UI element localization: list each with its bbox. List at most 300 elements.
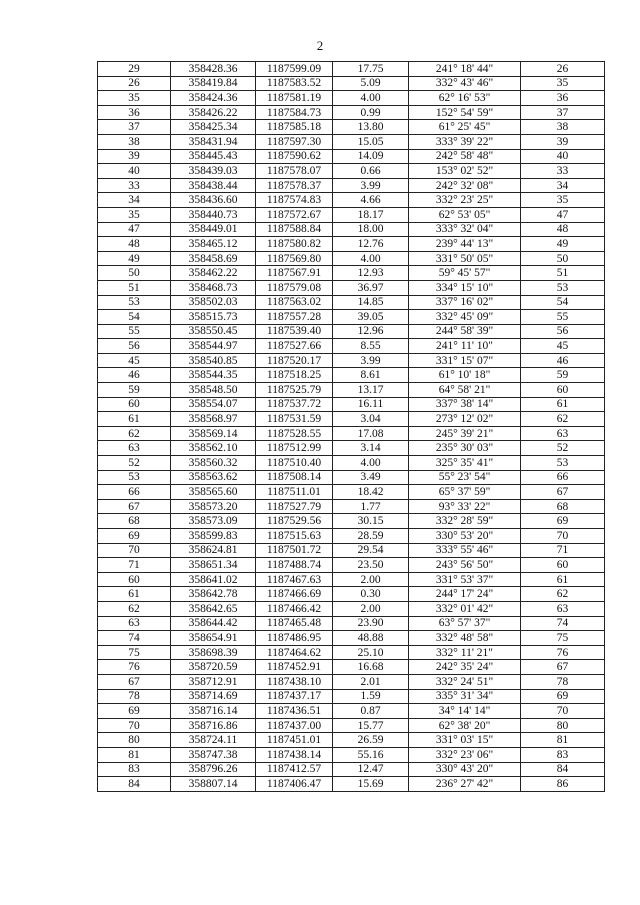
point-to-cell: 52	[521, 441, 605, 456]
bearing-cell: 235° 30' 03"	[409, 441, 521, 456]
y-coordinate-cell: 1187563.02	[256, 295, 333, 310]
point-to-cell: 75	[521, 631, 605, 646]
distance-cell: 13.17	[333, 383, 409, 398]
y-coordinate-cell: 1187518.25	[256, 368, 333, 383]
x-coordinate-cell: 358698.39	[171, 645, 256, 660]
page-number: 2	[316, 38, 324, 53]
coordinates-table-body	[98, 62, 605, 792]
distance-cell: 23.90	[333, 616, 409, 631]
table-row	[98, 470, 605, 485]
table-row	[98, 777, 605, 792]
bearing-cell: 62° 53' 05"	[409, 207, 521, 222]
x-coordinate-cell: 358544.35	[171, 368, 256, 383]
point-to-cell: 61	[521, 397, 605, 412]
y-coordinate-cell: 1187412.57	[256, 762, 333, 777]
point-to-cell: 34	[521, 178, 605, 193]
x-coordinate-cell: 358644.42	[171, 616, 256, 631]
table-row	[98, 134, 605, 149]
table-row	[98, 631, 605, 646]
bearing-cell: 62° 38' 20"	[409, 718, 521, 733]
bearing-cell: 245° 39' 21"	[409, 426, 521, 441]
point-from-cell: 55	[98, 324, 171, 339]
table-row	[98, 689, 605, 704]
bearing-cell: 332° 45' 09"	[409, 310, 521, 325]
bearing-cell: 61° 10' 18"	[409, 368, 521, 383]
point-from-cell: 36	[98, 105, 171, 120]
point-from-cell: 76	[98, 660, 171, 675]
table-row	[98, 645, 605, 660]
table-row	[98, 601, 605, 616]
bearing-cell: 55° 23' 54"	[409, 470, 521, 485]
point-to-cell: 61	[521, 572, 605, 587]
point-from-cell: 63	[98, 441, 171, 456]
point-to-cell: 48	[521, 222, 605, 237]
table-row	[98, 368, 605, 383]
table-row	[98, 266, 605, 281]
distance-cell: 39.05	[333, 310, 409, 325]
x-coordinate-cell: 358419.84	[171, 76, 256, 91]
x-coordinate-cell: 358724.11	[171, 733, 256, 748]
bearing-cell: 337° 38' 14"	[409, 397, 521, 412]
x-coordinate-cell: 358568.97	[171, 412, 256, 427]
x-coordinate-cell: 358468.73	[171, 280, 256, 295]
bearing-cell: 332° 28' 59"	[409, 514, 521, 529]
x-coordinate-cell: 358540.85	[171, 353, 256, 368]
distance-cell: 1.77	[333, 499, 409, 514]
y-coordinate-cell: 1187580.82	[256, 237, 333, 252]
point-to-cell: 49	[521, 237, 605, 252]
x-coordinate-cell: 358458.69	[171, 251, 256, 266]
x-coordinate-cell: 358565.60	[171, 485, 256, 500]
x-coordinate-cell: 358436.60	[171, 193, 256, 208]
x-coordinate-cell: 358465.12	[171, 237, 256, 252]
y-coordinate-cell: 1187438.10	[256, 674, 333, 689]
point-to-cell: 70	[521, 529, 605, 544]
point-from-cell: 62	[98, 601, 171, 616]
x-coordinate-cell: 358439.03	[171, 164, 256, 179]
y-coordinate-cell: 1187451.01	[256, 733, 333, 748]
bearing-cell: 242° 35' 24"	[409, 660, 521, 675]
point-from-cell: 29	[98, 62, 171, 77]
table-row	[98, 149, 605, 164]
x-coordinate-cell: 358712.91	[171, 674, 256, 689]
point-to-cell: 69	[521, 514, 605, 529]
table-row	[98, 485, 605, 500]
x-coordinate-cell: 358654.91	[171, 631, 256, 646]
bearing-cell: 334° 15' 10"	[409, 280, 521, 295]
y-coordinate-cell: 1187406.47	[256, 777, 333, 792]
point-to-cell: 71	[521, 543, 605, 558]
bearing-cell: 330° 53' 20"	[409, 529, 521, 544]
point-from-cell: 61	[98, 587, 171, 602]
point-to-cell: 83	[521, 747, 605, 762]
point-from-cell: 39	[98, 149, 171, 164]
x-coordinate-cell: 358716.14	[171, 704, 256, 719]
bearing-cell: 332° 23' 06"	[409, 747, 521, 762]
bearing-cell: 330° 43' 20"	[409, 762, 521, 777]
point-to-cell: 59	[521, 368, 605, 383]
x-coordinate-cell: 358716.86	[171, 718, 256, 733]
y-coordinate-cell: 1187437.00	[256, 718, 333, 733]
point-from-cell: 75	[98, 645, 171, 660]
distance-cell: 8.61	[333, 368, 409, 383]
point-from-cell: 60	[98, 572, 171, 587]
point-to-cell: 46	[521, 353, 605, 368]
y-coordinate-cell: 1187569.80	[256, 251, 333, 266]
table-row	[98, 456, 605, 471]
x-coordinate-cell: 358624.81	[171, 543, 256, 558]
bearing-cell: 34° 14' 14"	[409, 704, 521, 719]
table-row	[98, 222, 605, 237]
point-from-cell: 68	[98, 514, 171, 529]
x-coordinate-cell: 358573.20	[171, 499, 256, 514]
point-from-cell: 40	[98, 164, 171, 179]
distance-cell: 2.00	[333, 572, 409, 587]
x-coordinate-cell: 358569.14	[171, 426, 256, 441]
point-from-cell: 78	[98, 689, 171, 704]
y-coordinate-cell: 1187501.72	[256, 543, 333, 558]
x-coordinate-cell: 358642.78	[171, 587, 256, 602]
y-coordinate-cell: 1187510.40	[256, 456, 333, 471]
y-coordinate-cell: 1187528.55	[256, 426, 333, 441]
distance-cell: 2.01	[333, 674, 409, 689]
bearing-cell: 241° 18' 44"	[409, 62, 521, 77]
bearing-cell: 242° 58' 48"	[409, 149, 521, 164]
point-to-cell: 56	[521, 324, 605, 339]
point-to-cell: 53	[521, 456, 605, 471]
table-row	[98, 280, 605, 295]
x-coordinate-cell: 358641.02	[171, 572, 256, 587]
table-row	[98, 295, 605, 310]
distance-cell: 14.09	[333, 149, 409, 164]
bearing-cell: 59° 45' 57"	[409, 266, 521, 281]
point-to-cell: 68	[521, 499, 605, 514]
point-to-cell: 86	[521, 777, 605, 792]
distance-cell: 0.30	[333, 587, 409, 602]
point-from-cell: 35	[98, 207, 171, 222]
distance-cell: 3.99	[333, 353, 409, 368]
x-coordinate-cell: 358563.62	[171, 470, 256, 485]
distance-cell: 8.55	[333, 339, 409, 354]
point-to-cell: 38	[521, 120, 605, 135]
distance-cell: 14.85	[333, 295, 409, 310]
x-coordinate-cell: 358796.26	[171, 762, 256, 777]
x-coordinate-cell: 358807.14	[171, 777, 256, 792]
bearing-cell: 332° 48' 58"	[409, 631, 521, 646]
point-from-cell: 38	[98, 134, 171, 149]
distance-cell: 3.49	[333, 470, 409, 485]
point-to-cell: 47	[521, 207, 605, 222]
table-row	[98, 412, 605, 427]
bearing-cell: 332° 23' 25"	[409, 193, 521, 208]
point-from-cell: 63	[98, 616, 171, 631]
distance-cell: 26.59	[333, 733, 409, 748]
y-coordinate-cell: 1187599.09	[256, 62, 333, 77]
x-coordinate-cell: 358747.38	[171, 747, 256, 762]
distance-cell: 55.16	[333, 747, 409, 762]
point-to-cell: 51	[521, 266, 605, 281]
table-row	[98, 383, 605, 398]
x-coordinate-cell: 358642.65	[171, 601, 256, 616]
x-coordinate-cell: 358438.44	[171, 178, 256, 193]
point-from-cell: 34	[98, 193, 171, 208]
table-row	[98, 762, 605, 777]
y-coordinate-cell: 1187581.19	[256, 91, 333, 106]
y-coordinate-cell: 1187511.01	[256, 485, 333, 500]
point-to-cell: 60	[521, 383, 605, 398]
bearing-cell: 244° 17' 24"	[409, 587, 521, 602]
table-row	[98, 718, 605, 733]
y-coordinate-cell: 1187578.07	[256, 164, 333, 179]
y-coordinate-cell: 1187464.62	[256, 645, 333, 660]
table-row	[98, 674, 605, 689]
bearing-cell: 242° 32' 08"	[409, 178, 521, 193]
point-from-cell: 49	[98, 251, 171, 266]
x-coordinate-cell: 358554.07	[171, 397, 256, 412]
point-from-cell: 71	[98, 558, 171, 573]
y-coordinate-cell: 1187539.40	[256, 324, 333, 339]
bearing-cell: 93° 33' 22"	[409, 499, 521, 514]
point-from-cell: 46	[98, 368, 171, 383]
point-to-cell: 33	[521, 164, 605, 179]
point-to-cell: 62	[521, 587, 605, 602]
x-coordinate-cell: 358431.94	[171, 134, 256, 149]
bearing-cell: 65° 37' 59"	[409, 485, 521, 500]
bearing-cell: 273° 12' 02"	[409, 412, 521, 427]
point-from-cell: 37	[98, 120, 171, 135]
distance-cell: 12.96	[333, 324, 409, 339]
point-from-cell: 70	[98, 718, 171, 733]
table-row	[98, 616, 605, 631]
point-to-cell: 67	[521, 660, 605, 675]
y-coordinate-cell: 1187466.69	[256, 587, 333, 602]
distance-cell: 17.08	[333, 426, 409, 441]
bearing-cell: 63° 57' 37"	[409, 616, 521, 631]
x-coordinate-cell: 358502.03	[171, 295, 256, 310]
coordinates-table	[97, 61, 605, 792]
table-row	[98, 310, 605, 325]
point-to-cell: 39	[521, 134, 605, 149]
point-from-cell: 33	[98, 178, 171, 193]
x-coordinate-cell: 358428.36	[171, 62, 256, 77]
y-coordinate-cell: 1187525.79	[256, 383, 333, 398]
y-coordinate-cell: 1187574.83	[256, 193, 333, 208]
point-from-cell: 52	[98, 456, 171, 471]
point-from-cell: 47	[98, 222, 171, 237]
point-to-cell: 54	[521, 295, 605, 310]
point-to-cell: 60	[521, 558, 605, 573]
point-from-cell: 74	[98, 631, 171, 646]
y-coordinate-cell: 1187452.91	[256, 660, 333, 675]
table-row	[98, 426, 605, 441]
distance-cell: 4.00	[333, 91, 409, 106]
bearing-cell: 333° 55' 46"	[409, 543, 521, 558]
bearing-cell: 332° 24' 51"	[409, 674, 521, 689]
point-from-cell: 67	[98, 674, 171, 689]
distance-cell: 36.97	[333, 280, 409, 295]
point-to-cell: 36	[521, 91, 605, 106]
x-coordinate-cell: 358550.45	[171, 324, 256, 339]
distance-cell: 25.10	[333, 645, 409, 660]
x-coordinate-cell: 358560.32	[171, 456, 256, 471]
y-coordinate-cell: 1187465.48	[256, 616, 333, 631]
distance-cell: 15.05	[333, 134, 409, 149]
table-row	[98, 397, 605, 412]
table-row	[98, 91, 605, 106]
y-coordinate-cell: 1187467.63	[256, 572, 333, 587]
y-coordinate-cell: 1187585.18	[256, 120, 333, 135]
distance-cell: 48.88	[333, 631, 409, 646]
point-to-cell: 26	[521, 62, 605, 77]
distance-cell: 1.59	[333, 689, 409, 704]
point-to-cell: 37	[521, 105, 605, 120]
x-coordinate-cell: 358651.34	[171, 558, 256, 573]
x-coordinate-cell: 358445.43	[171, 149, 256, 164]
y-coordinate-cell: 1187512.99	[256, 441, 333, 456]
table-row	[98, 207, 605, 222]
x-coordinate-cell: 358714.69	[171, 689, 256, 704]
point-to-cell: 50	[521, 251, 605, 266]
x-coordinate-cell: 358426.22	[171, 105, 256, 120]
point-to-cell: 63	[521, 601, 605, 616]
bearing-cell: 331° 03' 15"	[409, 733, 521, 748]
distance-cell: 15.77	[333, 718, 409, 733]
table-row	[98, 747, 605, 762]
point-from-cell: 62	[98, 426, 171, 441]
bearing-cell: 243° 56' 50"	[409, 558, 521, 573]
distance-cell: 28.59	[333, 529, 409, 544]
bearing-cell: 325° 35' 41"	[409, 456, 521, 471]
table-row	[98, 441, 605, 456]
bearing-cell: 236° 27' 42"	[409, 777, 521, 792]
y-coordinate-cell: 1187578.37	[256, 178, 333, 193]
point-from-cell: 70	[98, 543, 171, 558]
distance-cell: 12.76	[333, 237, 409, 252]
point-from-cell: 69	[98, 529, 171, 544]
y-coordinate-cell: 1187515.63	[256, 529, 333, 544]
distance-cell: 0.66	[333, 164, 409, 179]
table-row	[98, 543, 605, 558]
x-coordinate-cell: 358599.83	[171, 529, 256, 544]
y-coordinate-cell: 1187437.17	[256, 689, 333, 704]
table-row	[98, 193, 605, 208]
distance-cell: 18.17	[333, 207, 409, 222]
table-row	[98, 499, 605, 514]
distance-cell: 5.09	[333, 76, 409, 91]
bearing-cell: 333° 32' 04"	[409, 222, 521, 237]
point-to-cell: 63	[521, 426, 605, 441]
x-coordinate-cell: 358462.22	[171, 266, 256, 281]
table-row	[98, 353, 605, 368]
point-to-cell: 35	[521, 76, 605, 91]
distance-cell: 15.69	[333, 777, 409, 792]
x-coordinate-cell: 358544.97	[171, 339, 256, 354]
point-from-cell: 50	[98, 266, 171, 281]
y-coordinate-cell: 1187597.30	[256, 134, 333, 149]
distance-cell: 12.47	[333, 762, 409, 777]
table-row	[98, 237, 605, 252]
distance-cell: 13.80	[333, 120, 409, 135]
bearing-cell: 62° 16' 53"	[409, 91, 521, 106]
y-coordinate-cell: 1187438.14	[256, 747, 333, 762]
bearing-cell: 335° 31' 34"	[409, 689, 521, 704]
point-from-cell: 51	[98, 280, 171, 295]
distance-cell: 0.87	[333, 704, 409, 719]
table-row	[98, 120, 605, 135]
point-to-cell: 55	[521, 310, 605, 325]
table-row	[98, 178, 605, 193]
point-to-cell: 76	[521, 645, 605, 660]
point-from-cell: 45	[98, 353, 171, 368]
bearing-cell: 331° 15' 07"	[409, 353, 521, 368]
table-row	[98, 704, 605, 719]
bearing-cell: 244° 58' 39"	[409, 324, 521, 339]
y-coordinate-cell: 1187529.56	[256, 514, 333, 529]
distance-cell: 29.54	[333, 543, 409, 558]
y-coordinate-cell: 1187520.17	[256, 353, 333, 368]
bearing-cell: 61° 25' 45"	[409, 120, 521, 135]
distance-cell: 16.68	[333, 660, 409, 675]
point-from-cell: 54	[98, 310, 171, 325]
y-coordinate-cell: 1187584.73	[256, 105, 333, 120]
point-from-cell: 69	[98, 704, 171, 719]
point-to-cell: 81	[521, 733, 605, 748]
y-coordinate-cell: 1187567.91	[256, 266, 333, 281]
bearing-cell: 332° 43' 46"	[409, 76, 521, 91]
table-row	[98, 587, 605, 602]
distance-cell: 4.66	[333, 193, 409, 208]
point-from-cell: 60	[98, 397, 171, 412]
table-row	[98, 105, 605, 120]
bearing-cell: 331° 53' 37"	[409, 572, 521, 587]
table-row	[98, 572, 605, 587]
bearing-cell: 337° 16' 02"	[409, 295, 521, 310]
bearing-cell: 241° 11' 10"	[409, 339, 521, 354]
table-row	[98, 62, 605, 77]
table-row	[98, 514, 605, 529]
distance-cell: 23.50	[333, 558, 409, 573]
bearing-cell: 331° 50' 05"	[409, 251, 521, 266]
point-to-cell: 67	[521, 485, 605, 500]
point-to-cell: 69	[521, 689, 605, 704]
table-row	[98, 660, 605, 675]
y-coordinate-cell: 1187531.59	[256, 412, 333, 427]
point-from-cell: 67	[98, 499, 171, 514]
point-to-cell: 80	[521, 718, 605, 733]
distance-cell: 3.99	[333, 178, 409, 193]
point-to-cell: 62	[521, 412, 605, 427]
point-to-cell: 78	[521, 674, 605, 689]
point-from-cell: 53	[98, 295, 171, 310]
y-coordinate-cell: 1187579.08	[256, 280, 333, 295]
distance-cell: 3.04	[333, 412, 409, 427]
point-from-cell: 56	[98, 339, 171, 354]
y-coordinate-cell: 1187488.74	[256, 558, 333, 573]
x-coordinate-cell: 358424.36	[171, 91, 256, 106]
bearing-cell: 153° 02' 52"	[409, 164, 521, 179]
table-row	[98, 339, 605, 354]
distance-cell: 0.99	[333, 105, 409, 120]
x-coordinate-cell: 358562.10	[171, 441, 256, 456]
distance-cell: 12.93	[333, 266, 409, 281]
distance-cell: 4.00	[333, 456, 409, 471]
y-coordinate-cell: 1187486.95	[256, 631, 333, 646]
bearing-cell: 239° 44' 13"	[409, 237, 521, 252]
point-from-cell: 84	[98, 777, 171, 792]
distance-cell: 18.00	[333, 222, 409, 237]
point-to-cell: 53	[521, 280, 605, 295]
distance-cell: 2.00	[333, 601, 409, 616]
